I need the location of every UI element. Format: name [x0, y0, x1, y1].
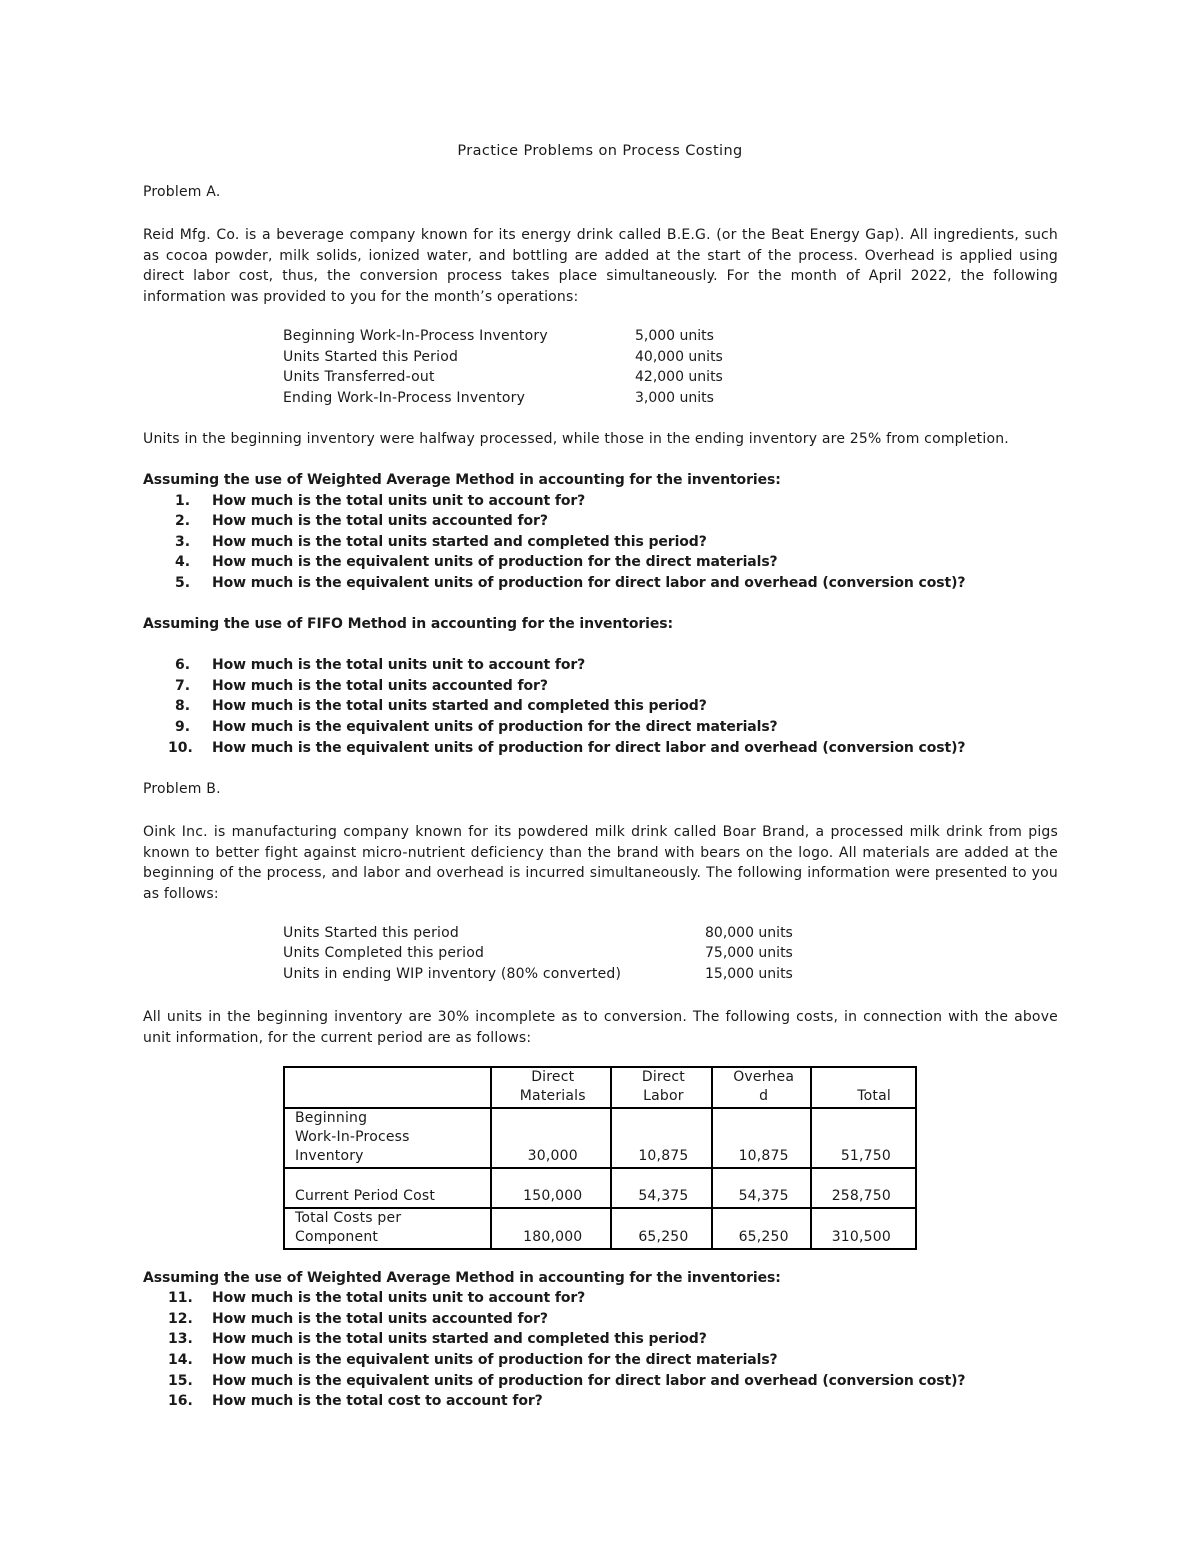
- question-text: How much is the equivalent units of production for the direct materials?: [212, 554, 778, 570]
- problem-a-note: Units in the beginning inventory were halfway processed, while those in the ending inventory are 25% from completion.: [143, 431, 1009, 447]
- table-row: [284, 1208, 916, 1249]
- cell-direct-labor: 54,375: [611, 1168, 713, 1208]
- data-label: Units Started this Period: [283, 349, 459, 365]
- row-label-line: Work-In-Process: [295, 1129, 410, 1145]
- row-label: [284, 1108, 491, 1168]
- question-number: 2.: [175, 513, 191, 529]
- cost-table: [283, 1066, 917, 1250]
- question-number: 15.: [168, 1373, 193, 1389]
- header-blank-cell: [284, 1067, 491, 1108]
- question-number: 4.: [175, 554, 191, 570]
- question-text: How much is the equivalent units of production for the direct materials?: [212, 1352, 778, 1368]
- header-line: Labor: [643, 1088, 684, 1104]
- table-row: [284, 1108, 916, 1168]
- cell-total: 258,750: [811, 1168, 916, 1208]
- question-text: How much is the equivalent units of production for direct labor and overhead (conversion cost)?: [212, 575, 966, 591]
- question-number: 6.: [175, 657, 191, 673]
- header-line: Materials: [519, 1088, 586, 1104]
- cell-direct-labor: 10,875: [611, 1108, 713, 1168]
- data-value: 42,000 units: [635, 369, 723, 385]
- problem-a-fifo-heading: Assuming the use of FIFO Method in accounting for the inventories:: [143, 616, 674, 632]
- data-value: 5,000 units: [635, 328, 714, 344]
- question-number: 3.: [175, 534, 191, 550]
- problem-a-wa-heading: Assuming the use of Weighted Average Method in accounting for the inventories:: [143, 472, 781, 488]
- problem-b-wa-heading: Assuming the use of Weighted Average Method in accounting for the inventories:: [143, 1270, 781, 1286]
- question-number: 5.: [175, 575, 191, 591]
- cell-direct-materials: 180,000: [491, 1208, 611, 1249]
- cell-direct-labor: 65,250: [611, 1208, 713, 1249]
- header-line: Direct: [531, 1069, 575, 1085]
- question-text: How much is the equivalent units of production for direct labor and overhead (conversion cost)?: [212, 740, 966, 756]
- data-value: 40,000 units: [635, 349, 723, 365]
- cell-overhead: 65,250: [712, 1208, 811, 1249]
- cell-overhead: 54,375: [712, 1168, 811, 1208]
- row-label-line: Beginning: [295, 1110, 368, 1126]
- question-number: 10.: [168, 740, 193, 756]
- data-label: Units in ending WIP inventory (80% converted): [283, 966, 622, 982]
- question-text: How much is the total units unit to account for?: [212, 493, 586, 509]
- data-label: Units Transferred-out: [283, 369, 435, 385]
- question-text: How much is the total units started and completed this period?: [212, 534, 707, 550]
- question-number: 12.: [168, 1311, 193, 1327]
- data-value: 80,000 units: [705, 925, 793, 941]
- header-direct-materials: [491, 1067, 611, 1108]
- question-text: How much is the total units unit to account for?: [212, 1290, 586, 1306]
- question-text: How much is the total units started and completed this period?: [212, 1331, 707, 1347]
- problem-b-paragraph: Oink Inc. is manufacturing company known for its powdered milk drink called Boar Brand, a processed milk drink from pigs known to better fight against micro-nutrient deficiency than the brand with bears on the logo. All materials are added at the beginning of the process, and labor and overhead is incurred simultaneously. The following information were presented to you as follows:: [143, 824, 1058, 902]
- row-label: [284, 1208, 491, 1249]
- data-label: Beginning Work-In-Process Inventory: [283, 328, 548, 344]
- row-label-line: Inventory: [295, 1148, 364, 1164]
- cell-overhead: 10,875: [712, 1108, 811, 1168]
- cell-direct-materials: 150,000: [491, 1168, 611, 1208]
- header-total: Total: [811, 1067, 916, 1108]
- question-text: How much is the total units accounted for?: [212, 513, 548, 529]
- question-number: 16.: [168, 1393, 193, 1409]
- question-text: How much is the total units accounted for?: [212, 1311, 548, 1327]
- row-label-line: Total Costs per: [295, 1210, 402, 1226]
- cell-total: 310,500: [811, 1208, 916, 1249]
- row-label: Current Period Cost: [284, 1168, 491, 1208]
- question-number: 13.: [168, 1331, 193, 1347]
- cell-direct-materials: 30,000: [491, 1108, 611, 1168]
- question-number: 14.: [168, 1352, 193, 1368]
- header-line: Overhea: [733, 1069, 795, 1085]
- data-label: Units Started this period: [283, 925, 459, 941]
- header-direct-labor: [611, 1067, 713, 1108]
- question-text: How much is the total units started and completed this period?: [212, 698, 707, 714]
- question-number: 11.: [168, 1290, 193, 1306]
- data-value: 75,000 units: [705, 945, 793, 961]
- question-number: 1.: [175, 493, 191, 509]
- problem-a-heading: Problem A.: [143, 184, 221, 200]
- page-title: Practice Problems on Process Costing: [457, 143, 743, 159]
- question-text: How much is the equivalent units of production for the direct materials?: [212, 719, 778, 735]
- data-value: 3,000 units: [635, 390, 714, 406]
- question-number: 9.: [175, 719, 191, 735]
- table-row: [284, 1168, 916, 1208]
- header-line: d: [759, 1088, 769, 1104]
- data-label: Ending Work-In-Process Inventory: [283, 390, 526, 406]
- header-line: Direct: [641, 1069, 685, 1085]
- question-text: How much is the total units unit to account for?: [212, 657, 586, 673]
- header-overhead: [712, 1067, 811, 1108]
- question-text: How much is the total cost to account for?: [212, 1393, 543, 1409]
- problem-b-note: All units in the beginning inventory are 30% incomplete as to conversion. The following costs, in connection with the above unit information, for the current period are as follows:: [143, 1009, 1058, 1046]
- question-text: How much is the total units accounted for?: [212, 678, 548, 694]
- problem-a-paragraph: Reid Mfg. Co. is a beverage company known for its energy drink called B.E.G. (or the Beat Energy Gap). All ingredients, such as cocoa powder, milk solids, ionized water, and bottling are added at the start of the process. Overhead is applied using direct labor cost, thus, the conversion process takes place simultaneously. For the month of April 2022, the following information was provided to you for the month’s operations:: [143, 227, 1058, 305]
- data-label: Units Completed this period: [283, 945, 485, 961]
- cost-table-header-row: [284, 1067, 916, 1108]
- row-label-line: Component: [295, 1229, 379, 1245]
- data-value: 15,000 units: [705, 966, 793, 982]
- question-number: 8.: [175, 698, 191, 714]
- cell-total: 51,750: [811, 1108, 916, 1168]
- problem-b-heading: Problem B.: [143, 781, 221, 797]
- question-number: 7.: [175, 678, 191, 694]
- question-text: How much is the equivalent units of production for direct labor and overhead (conversion cost)?: [212, 1373, 966, 1389]
